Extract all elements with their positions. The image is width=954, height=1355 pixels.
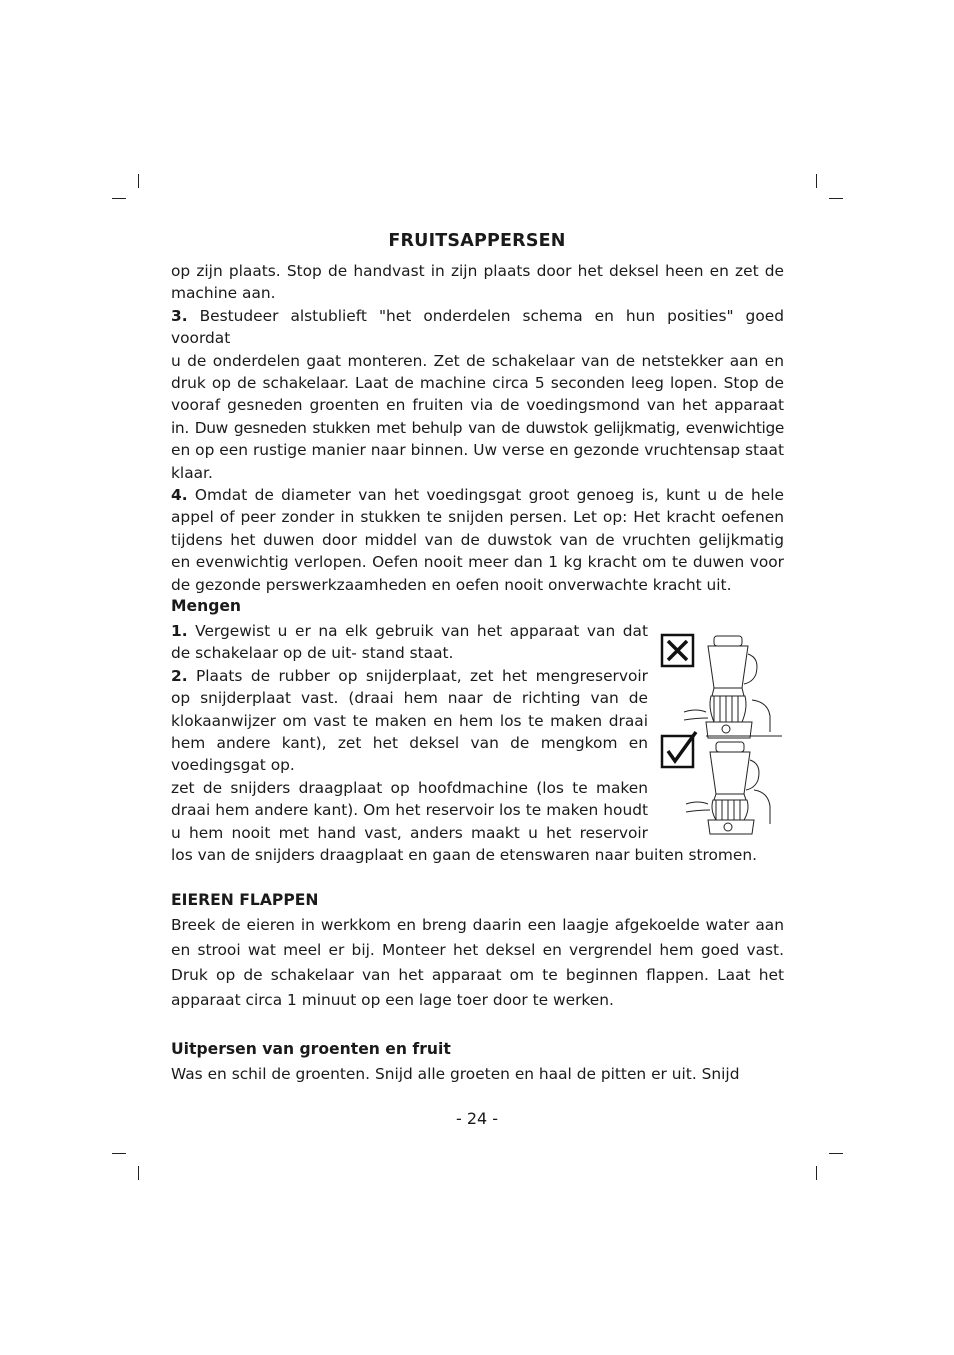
step-number: 3.	[171, 306, 188, 325]
text-line: druk op de schakelaar. Laat de machine circa 5 seconden leeg lopen. Stop de	[171, 374, 784, 393]
text-line: de gezonde perswerkzaamheden en oefen nooit onverwachte kracht uit.	[171, 575, 732, 594]
text-line: op snijderplaat vast. (draai hem naar de richting van de	[171, 689, 648, 708]
text-line: apparaat circa 1 minuut op een lage toer door te werken.	[171, 991, 614, 1009]
text-line: klaar.	[171, 463, 213, 482]
crop-mark-top-right-h	[829, 198, 843, 199]
page-number: - 24 -	[455, 1109, 499, 1128]
text-line: de schakelaar op de uit- stand staat.	[171, 644, 454, 663]
text-line: zet de snijders draagplaat op hoofdmachine (los te maken	[171, 778, 648, 797]
section-eieren	[171, 913, 784, 1013]
text-span: Omdat de diameter van het voedingsgat groot genoeg is, kunt u de hele	[194, 486, 784, 505]
text-line: u hem nooit met hand vast, anders maakt u het reservoir	[171, 823, 648, 842]
text-line: hem andere kant), zet het deksel van de mengkom en	[171, 734, 648, 753]
step-number: 4.	[171, 486, 188, 505]
blender-figure	[656, 628, 784, 838]
text-line: los van de snijders draagplaat en gaan de etenswaren naar buiten stromen.	[171, 846, 758, 865]
blender-illustration-top	[684, 636, 770, 738]
crop-mark-bottom-left	[138, 1166, 139, 1180]
crop-mark-bottom-left-h	[112, 1153, 126, 1154]
text-line: klokaanwijzer om vast te maken en hem los te maken draai	[171, 711, 648, 730]
text-span: Vergewist u er na elk gebruik van het apparaat van dat	[195, 622, 648, 640]
page-title: FRUITSAPPERSEN	[388, 231, 566, 251]
text-line: en op een rustige manier naar binnen. Uw verse en gezonde vruchtensap staat	[171, 441, 784, 460]
section-heading-uitpersen: Uitpersen van groenten en fruit	[171, 1040, 451, 1058]
text-line: appel of peer zonder in stukken te snijden persen. Let op: Het kracht oefenen	[171, 508, 784, 527]
text-line	[171, 665, 648, 687]
text-line: en strooi wat meel er bij. Monteer het deksel en vergrendel hem goed vast.	[171, 941, 784, 959]
text-line: en evenwichtig verlopen. Oefen nooit meer dan 1 kg kracht om te duwen voor	[171, 553, 784, 572]
section-heading-eieren: EIEREN FLAPPEN	[171, 891, 319, 909]
check-box-icon	[662, 732, 696, 767]
section-uitpersen	[171, 1063, 784, 1085]
text-line: in. Duw gesneden stukken met behulp van de duwstok gelijkmatig, evenwichtige	[171, 418, 784, 437]
text-span: Bestudeer alstublieft "het onderdelen schema en hun posities" goed voordat	[171, 306, 784, 348]
text-span: Plaats de rubber op snijderplaat, zet het mengreservoir	[195, 666, 648, 685]
text-line: voedingsgat op.	[171, 756, 295, 775]
text-line	[171, 484, 784, 506]
crop-mark-bottom-right-h	[829, 1153, 843, 1154]
crop-mark-bottom-right	[816, 1166, 817, 1180]
text-line: op zijn plaats. Stop de handvast in zijn plaats door het deksel heen en zet de	[171, 262, 784, 280]
text-line	[171, 620, 648, 642]
text-line: u de onderdelen gaat monteren. Zet de schakelaar van de netstekker aan en	[171, 351, 784, 370]
text-line: Druk op de schakelaar van het apparaat om te beginnen flappen. Laat het	[171, 966, 784, 984]
crop-mark-top-right	[816, 174, 817, 188]
section-fruitsappersen	[171, 260, 784, 596]
text-line: Breek de eieren in werkkom en breng daarin een laagje afgekoelde water aan	[171, 916, 784, 934]
text-line: vooraf gesneden groenten en fruiten via de voedingsmond van het apparaat	[171, 396, 784, 415]
blender-illustration-bottom	[686, 742, 770, 834]
step-number: 2.	[171, 666, 188, 685]
text-line: Was en schil de groenten. Snijd alle groeten en haal de pitten er uit. Snijd	[171, 1065, 740, 1083]
section-heading-mengen: Mengen	[171, 597, 242, 615]
text-line: tijdens het duwen door middel van de duwstok van de vruchten gelijkmatig	[171, 530, 784, 549]
text-line: machine aan.	[171, 284, 276, 303]
text-line	[171, 305, 784, 350]
text-line: draai hem andere kant). Om het reservoir los te maken houdt	[171, 801, 648, 820]
step-number: 1.	[171, 622, 188, 640]
x-box-icon	[662, 635, 693, 666]
crop-mark-top-left-h	[112, 198, 126, 199]
crop-mark-top-left	[138, 174, 139, 188]
